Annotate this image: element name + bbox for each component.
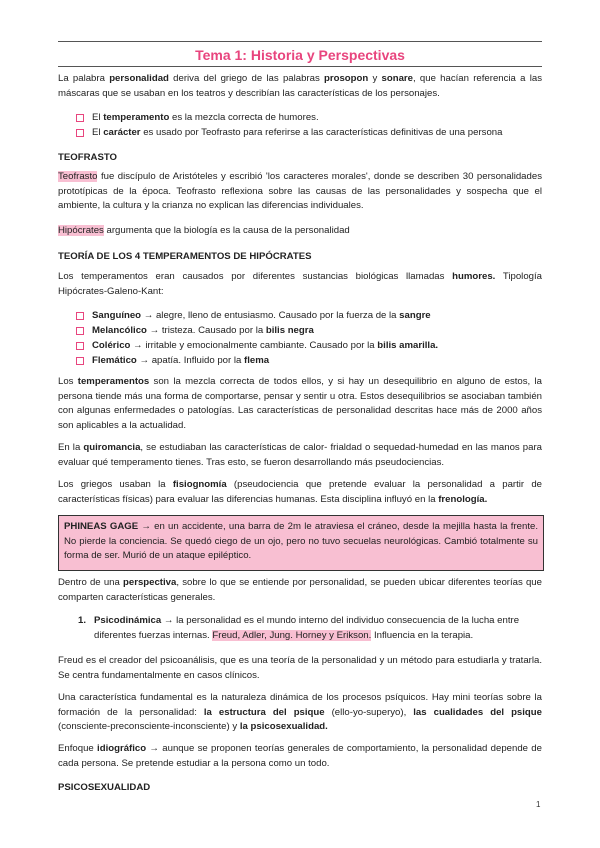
list-item: El carácter es usado por Teofrasto para referirse a las características definitivas de una persona	[76, 125, 542, 140]
square-bullet-icon	[76, 312, 84, 320]
page-number: 1	[536, 800, 541, 809]
numbered-item-psicodinamica: 1. Psicodinámica → la personalidad es el mundo interno del individuo consecuencia de la lucha entre diferentes fuerzas internas. Freud, Adler, Jung. Horney y Erikson. Influencia en la terapia.	[78, 615, 520, 641]
square-bullet-icon	[76, 327, 84, 335]
temperaments-list	[76, 308, 542, 368]
definitions-list	[76, 110, 542, 140]
title-rule	[58, 66, 542, 67]
list-item: Melancólico → tristeza. Causado por la bilis negra	[76, 323, 542, 338]
section-heading-psicosexualidad: PSICOSEXUALIDAD	[58, 782, 151, 793]
caracteristica-paragraph: Una característica fundamental es la naturaleza dinámica de los procesos psíquicos. Hay mini teorías sobre la formación de la personalidad: la estructura del psique (ello-yo-superyo), las cualidades del psique (consciente-preconsciente-inconsciente) y la psicosexualidad.	[58, 692, 542, 732]
teofrasto-paragraph: Teofrasto fue discípulo de Aristóteles y escribió 'los caracteres morales', donde se describen 30 personalidades prototípicas de la época. Teofrasto reflexiona sobre las causas de las personalidades y sospecha que el ambiente, la cultura y la crianza no explican las diferencias individuales.	[58, 171, 542, 211]
list-item: El temperamento es la mezcla correcta de humores.	[76, 110, 542, 125]
list-item: Sanguíneo → alegre, lleno de entusiasmo. Causado por la fuerza de la sangre	[76, 308, 542, 323]
enfoque-paragraph: Enfoque idiográfico → aunque se proponen teorías generales de comportamiento, la personalidad depende de cada persona. Se pretende estudiar a la persona como un todo.	[58, 743, 542, 769]
square-bullet-icon	[76, 357, 84, 365]
page-title: Tema 1: Historia y Perspectivas	[195, 47, 405, 63]
intro-paragraph: La palabra personalidad deriva del griego de las palabras prosopon y sonare, que hacían referencia a las máscaras que se usaban en los teatros y describían las características de los personajes.	[58, 73, 542, 99]
list-item: Colérico → irritable y emocionalmente cambiante. Causado por la bilis amarilla.	[76, 338, 542, 353]
fisiognomia-paragraph: Los griegos usaban la fisiognomía (pseudociencia que pretende evaluar la personalidad a partir de características físicas) para evaluar las diferencias humanas. Esta disciplina influyó en la frenología.	[58, 479, 542, 505]
phineas-gage-callout: PHINEAS GAGE → en un accidente, una barra de 2m le atraviesa el cráneo, desde la mejilla hasta la frente. No pierde la conciencia. Se quedó ciego de un ojo, pero no tuvo secuelas neurológicas. Cambió totalmente su forma de ser. Murió de un ataque epiléptico.	[58, 515, 544, 571]
section-heading-teofrasto: TEOFRASTO	[58, 152, 117, 163]
square-bullet-icon	[76, 342, 84, 350]
quiromancia-paragraph: En la quiromancia, se estudiaban las características de calor- frialdad o sequedad-humedad en las manos para evaluar qué temperamento tienes. Tras esto, se fueron desarrollando más pseudociencias.	[58, 442, 542, 468]
temperamentos-paragraph: Los temperamentos son la mezcla correcta de todos ellos, y si hay un desequilibrio en alguno de estos, la persona tiende más una forma de comportarse, pensar y sentir u otra. Estos desequilibrios se asociaban también con algunas enfermedades o patologías. Las características de personalidad descritas hace más de 2000 años son aplicables a la actualidad.	[58, 376, 542, 431]
square-bullet-icon	[76, 129, 84, 137]
section-heading-teoria: TEORÍA DE LOS 4 TEMPERAMENTOS DE HIPÓCRATES	[58, 251, 312, 262]
square-bullet-icon	[76, 114, 84, 122]
list-item: Flemático → apatía. Influido por la flema	[76, 353, 542, 368]
teoria-paragraph: Los temperamentos eran causados por diferentes sustancias biológicas llamadas humores. Tipología Hipócrates-Galeno-Kant:	[58, 271, 542, 297]
hipocrates-paragraph: Hipócrates argumenta que la biología es la causa de la personalidad	[58, 225, 350, 236]
top-rule	[58, 41, 542, 42]
perspectiva-paragraph: Dentro de una perspectiva, sobre lo que se entiende por personalidad, se pueden ubicar diferentes teorías que comparten características generales.	[58, 577, 542, 603]
freud-paragraph: Freud es el creador del psicoanálisis, que es una teoría de la personalidad y un método para estudiarla y tratarla. Se centra fundamentalmente en casos clínicos.	[58, 655, 542, 681]
